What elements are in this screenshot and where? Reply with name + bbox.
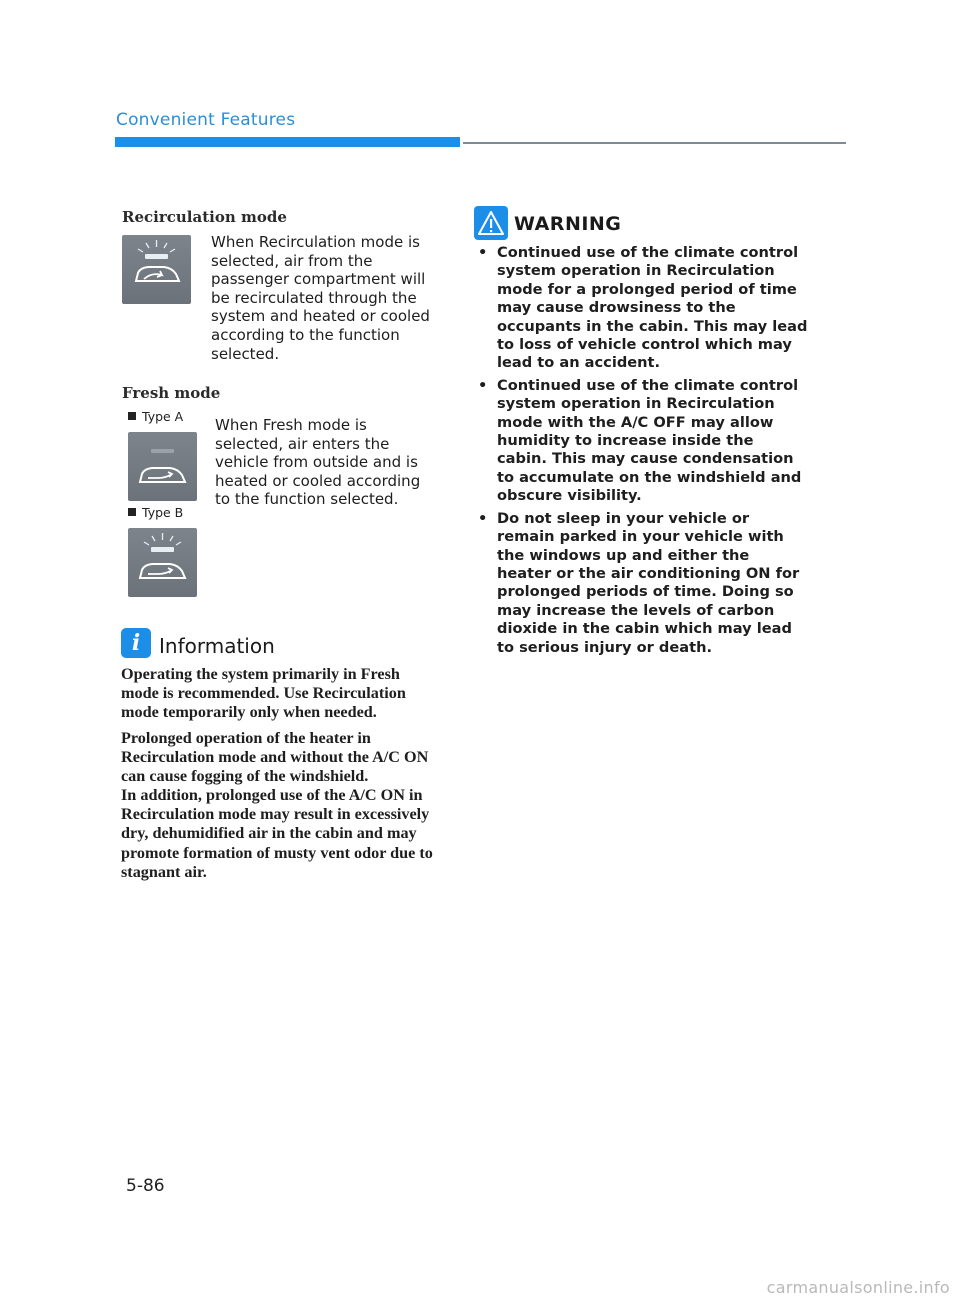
warning-item: • Continued use of the climate control system operation in Recirculation mode for a prolonged period of time may cause drowsiness to the occupants in the cabin. This may lead to loss of vehicle control which may lead to an accident. (478, 244, 808, 372)
fresh-air-car-icon (128, 432, 197, 501)
fresh-description: When Fresh mode is selected, air enters the vehicle from outside and is heated or cooled according to the function selected. (215, 416, 421, 509)
warning-list (478, 244, 808, 661)
page-number: 5-86 (126, 1176, 165, 1196)
information-title: Information (159, 634, 275, 658)
section-title: Convenient Features (116, 110, 296, 130)
header-accent-bar (115, 137, 460, 147)
information-paragraph: In addition, prolonged use of the A/C ON in Recirculation mode may result in excessively dry, dehumidified air in the cabin and may promote formation of musty vent odor due to stagnant air. (121, 786, 433, 881)
fresh-heading: Fresh mode (122, 384, 221, 402)
warning-item: • Continued use of the climate control system operation in Recirculation mode with the A/C OFF may allow humidity to increase inside the cabin. This may cause condensation to accumulate on the windshield and obscure visibility. (478, 376, 802, 505)
recirculation-description: When Recirculation mode is selected, air from the passenger compartment will be recirculated through the system and heated or cooled according to the function selected. (211, 233, 430, 363)
warning-item: • Do not sleep in your vehicle or remain parked in your vehicle with the windows up and either the heater or the air conditioning ON for prolonged periods of time. Doing so may increase the levels of carbon dioxide in the cabin which may lead to serious injury or death. (478, 509, 800, 656)
info-icon: i (121, 628, 151, 658)
recirculation-heading: Recirculation mode (122, 208, 287, 226)
recirculation-car-icon (122, 235, 191, 304)
type-b-label: Type B (128, 505, 183, 520)
header-divider (463, 142, 846, 144)
warning-triangle-icon (474, 206, 508, 240)
information-paragraph: Operating the system primarily in Fresh mode is recommended. Use Recirculation mode temporarily only when needed. (121, 665, 406, 722)
fresh-air-car-icon-lit (128, 528, 197, 597)
information-paragraph: Prolonged operation of the heater in Recirculation mode and without the A/C ON can cause fogging of the windshield. (121, 729, 429, 786)
watermark: carmanualsonline.info (766, 1278, 950, 1297)
type-a-label: Type A (128, 409, 183, 424)
warning-title: WARNING (514, 213, 622, 235)
